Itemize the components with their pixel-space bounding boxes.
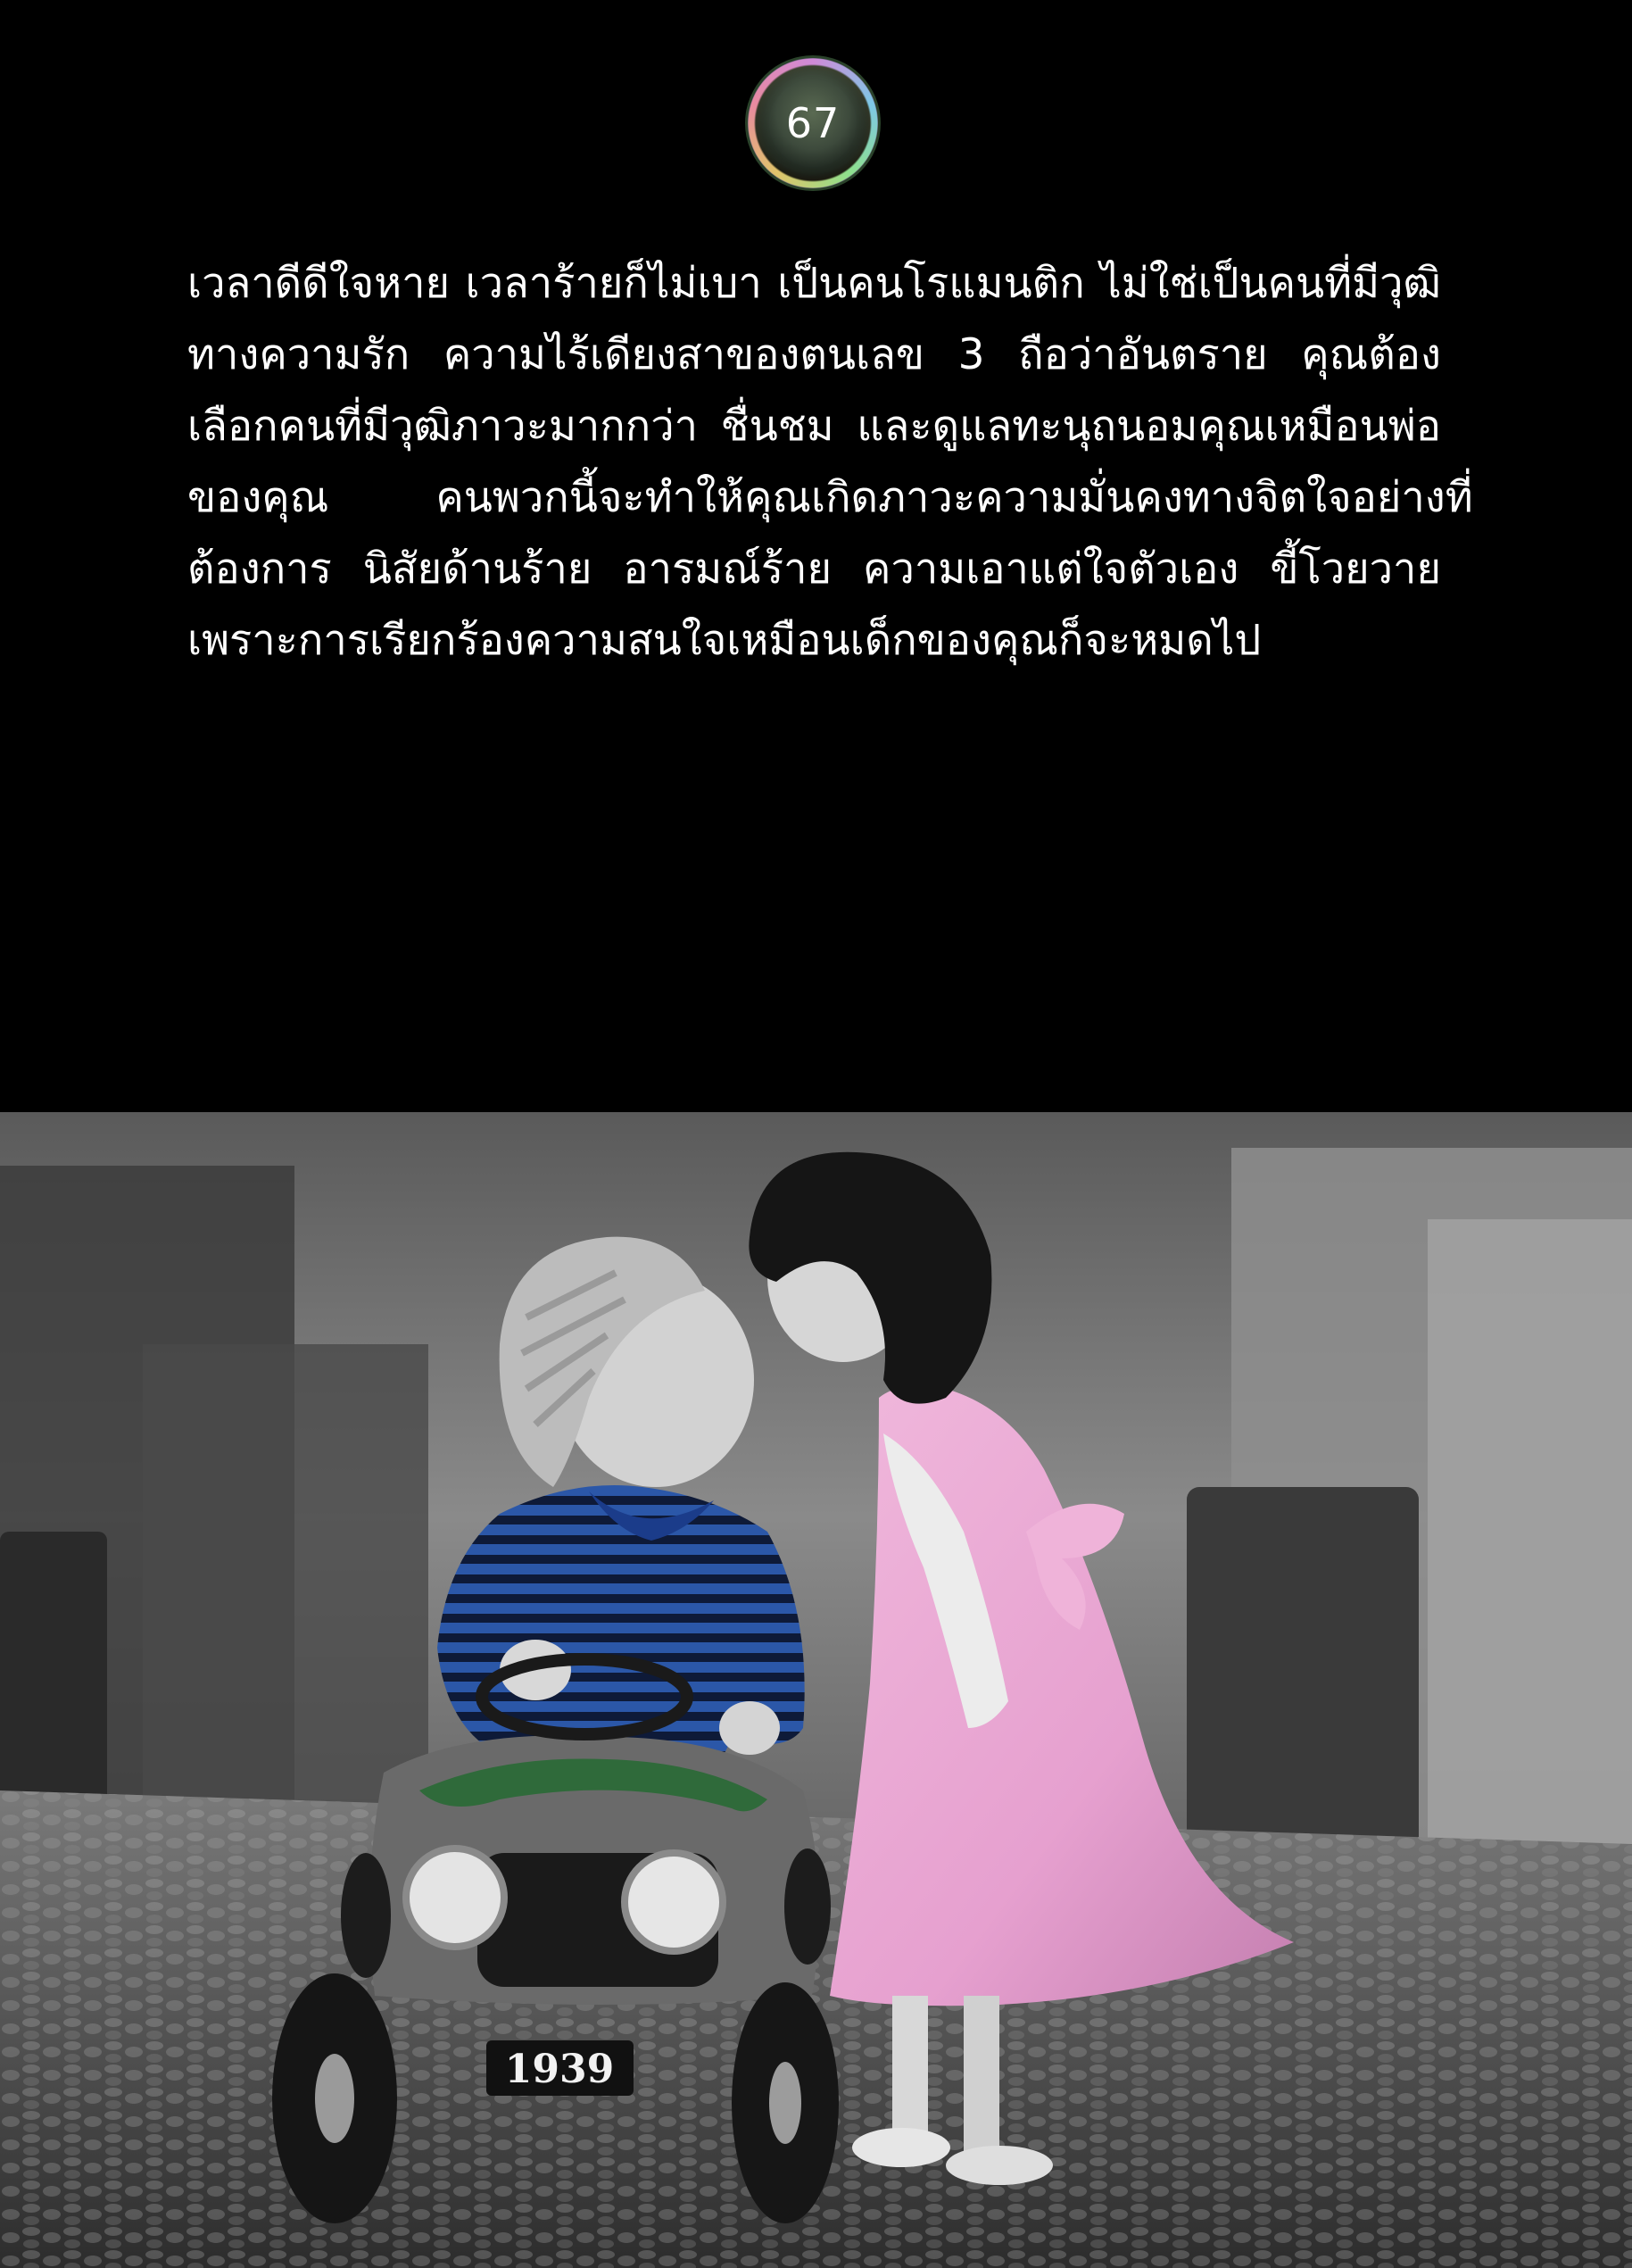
body-paragraph [187, 248, 1473, 677]
wheel-front-right-hub [769, 2062, 801, 2144]
headlight-right [625, 1853, 723, 1951]
girl-shoe-left [852, 2128, 950, 2167]
body-line-2: ทางความรัก ความไร้เดียงสาของตนเลข 3 ถือว่าอันตราย คุณต้อง [187, 330, 1441, 379]
body-line-4-start: ของคุณ [187, 473, 329, 522]
girl-leg-right [964, 1996, 999, 2156]
page-number: 67 [785, 99, 841, 147]
wheel-rear-left [341, 1853, 391, 1978]
body-line-6: เพราะการเรียกร้องความสนใจเหมือนเด็กของคุณก็จะหมดไป [187, 616, 1262, 665]
headlight-left [406, 1848, 504, 1947]
kids-kiss-photo [0, 1112, 1632, 2268]
body-line-4 [187, 462, 1473, 534]
left-bin [0, 1532, 107, 1826]
body-line-4-end: คนพวกนี้จะทำให้คุณเกิดภาวะความมั่นคงทางจิตใจอย่างที่ [435, 473, 1473, 522]
left-fence [143, 1344, 428, 1844]
girl-leg-left [892, 1996, 928, 2139]
license-plate-text: 1939 [504, 2047, 615, 2092]
page-number-badge [750, 61, 875, 186]
right-bin [1187, 1487, 1419, 1862]
boy-hand-right [719, 1701, 780, 1755]
wheel-front-left-hub [315, 2054, 354, 2143]
body-line-3: เลือกคนที่มีวุฒิภาวะมากกว่า ชื่นชม และดูแลทะนุถนอมคุณเหมือนพ่อ [187, 402, 1441, 451]
girl-shoe-right [946, 2146, 1053, 2185]
body-line-5: ต้องการ นิสัยด้านร้าย อารมณ์ร้าย ความเอาแต่ใจตัวเอง ขี้โวยวาย [187, 544, 1441, 594]
body-line-1: เวลาดีดีใจหาย เวลาร้ายก็ไม่เบา เป็นคนโรแมนติก ไม่ใช่เป็นคนที่มีวุฒิ [187, 259, 1441, 308]
wheel-rear-right [784, 1848, 831, 1965]
